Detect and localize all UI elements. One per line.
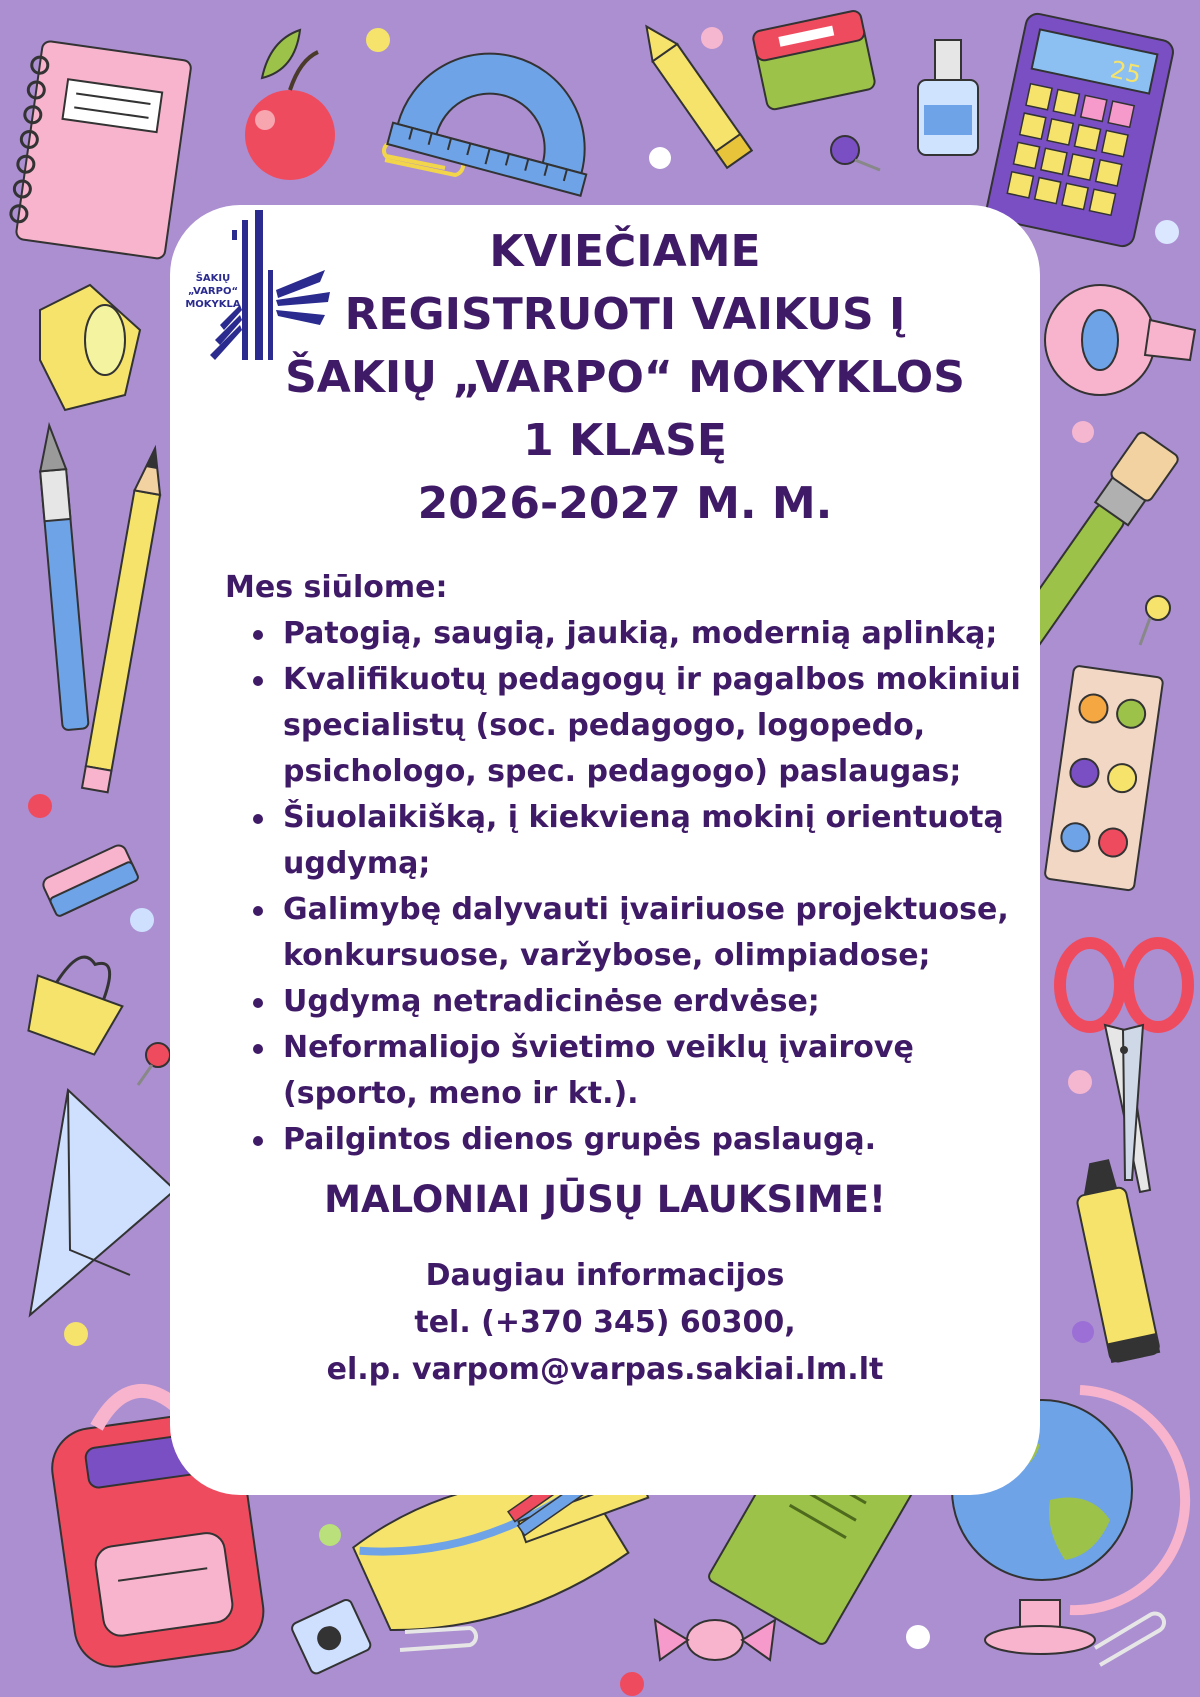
list-item-line: konkursuose, varžybose, olimpiadose; [283, 938, 931, 973]
list-item-line: Ugdymą netradicinėse erdvėse; [283, 984, 820, 1019]
logo-line: MOKYKLA [185, 299, 241, 310]
paint-palette-icon [1044, 665, 1163, 890]
offer-list [225, 611, 1025, 1163]
contact-email: el.p. varpom@varpas.sakiai.lm.lt [326, 1352, 884, 1387]
poster-title [230, 220, 1020, 535]
binder-clip-icon [19, 944, 134, 1058]
list-item [283, 1025, 1025, 1117]
offer-section [225, 565, 1025, 1163]
title-line: KVIEČIAME [489, 226, 761, 277]
sharpener-icon [290, 1598, 372, 1675]
apple-icon [245, 30, 335, 180]
contact-phone: tel. (+370 345) 60300, [414, 1305, 796, 1340]
list-item-line: Neformaliojo švietimo veiklų įvairovę [283, 1030, 914, 1065]
list-item-line: Galimybę dalyvauti įvairiuose projektuose, [283, 892, 1009, 927]
title-line: 2026-2027 M. M. [417, 478, 833, 529]
tape-roll-icon [40, 285, 140, 410]
pencil-icon [82, 446, 168, 792]
list-item-line: Pailgintos dienos grupės paslaugą. [283, 1122, 877, 1157]
candy-icon [655, 1620, 775, 1660]
closing-message: MALONIAI JŪSŲ LAUKSIME! [324, 1178, 886, 1221]
list-item [283, 979, 1025, 1025]
masking-tape-icon [1045, 285, 1195, 395]
pin-icon [138, 1043, 170, 1085]
list-item-line: psichologo, spec. pedagogo) paslaugas; [283, 754, 962, 789]
rubber-eraser-icon [41, 843, 139, 917]
pen-icon [36, 424, 88, 730]
title-line: REGISTRUOTI VAIKUS Į [344, 289, 906, 340]
crayon-icon [634, 18, 751, 168]
list-item-line: Kvalifikuotų pedagogų ir pagalbos mokiniui [283, 662, 1021, 697]
glue-bottle-icon [918, 40, 978, 155]
title-line: ŠAKIŲ „VARPO“ MOKYKLOS [285, 352, 965, 403]
list-item [283, 611, 1025, 657]
list-item [283, 657, 1025, 795]
thumbtack-icon [1140, 596, 1170, 645]
svg-text:25: 25 [1107, 55, 1144, 90]
list-item-line: Patogią, saugią, jaukią, modernią aplinką; [283, 616, 998, 651]
paper-plane-icon [30, 1090, 175, 1315]
scissors-icon [1060, 943, 1188, 1192]
contact-heading: Daugiau informacijos [425, 1258, 785, 1293]
eraser-icon [752, 10, 876, 111]
list-item-line: (sporto, meno ir kt.). [283, 1076, 639, 1111]
calculator-icon [985, 12, 1175, 249]
logo-line: „VARPO“ [187, 286, 239, 297]
notebook-icon [7, 39, 191, 259]
offer-heading: Mes siūlome: [225, 570, 448, 605]
list-item-line: ugdymą; [283, 846, 431, 881]
list-item [283, 1117, 1025, 1163]
list-item-line: Šiuolaikišką, į kiekvieną mokinį orientuotą [283, 800, 1004, 835]
logo-line: ŠAKIŲ [195, 273, 231, 284]
contact-info [170, 1252, 1040, 1393]
list-item-line: specialistų (soc. pedagogo, logopedo, [283, 708, 926, 743]
title-line: 1 KLASĘ [523, 415, 727, 466]
push-pin-icon [831, 136, 880, 170]
list-item [283, 887, 1025, 979]
protractor-icon [387, 31, 610, 196]
list-item [283, 795, 1025, 887]
